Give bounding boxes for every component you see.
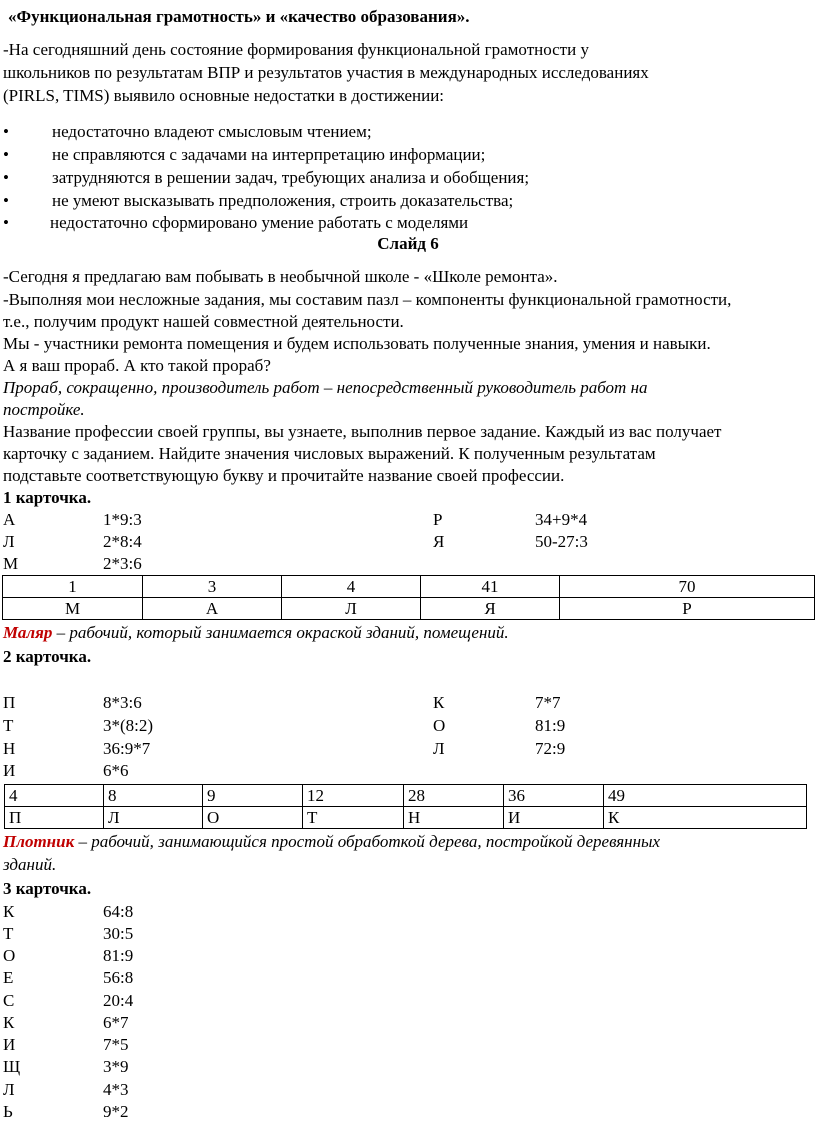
bullet-item: недостаточно сформировано умение работать с моделями xyxy=(50,213,469,232)
card1-heading: 1 карточка. xyxy=(3,488,92,507)
number-cell: 9 xyxy=(203,785,303,807)
expression: 6*7 xyxy=(103,1013,129,1032)
card3-row xyxy=(0,1079,300,1100)
document-title: «Функциональная грамотность» и «качество образования». xyxy=(8,7,470,26)
expression: 72:9 xyxy=(535,739,566,758)
letter-cell: М xyxy=(3,598,143,620)
letter: Е xyxy=(3,968,14,987)
expression: 9*2 xyxy=(103,1102,129,1121)
letter: К xyxy=(433,693,445,712)
expression: 8*3:6 xyxy=(103,693,142,712)
expression: 64:8 xyxy=(103,902,134,921)
card3-row xyxy=(0,1056,300,1077)
letter: Ь xyxy=(3,1102,13,1121)
number-cell: 41 xyxy=(421,576,560,598)
expression: 81:9 xyxy=(103,946,134,965)
number-cell: 8 xyxy=(104,785,203,807)
card2-row xyxy=(0,760,816,781)
number-cell: 49 xyxy=(604,785,807,807)
letter: О xyxy=(3,946,16,965)
bullet-item: затрудняются в решении задач, требующих анализа и обобщения; xyxy=(52,168,530,187)
bullet-marker: • xyxy=(3,191,9,210)
letter-cell: Т xyxy=(303,807,404,829)
body-line: -Выполняя мои несложные задания, мы составим пазл – компоненты функциональной грамотности, xyxy=(3,290,732,309)
bullet-item: недостаточно владеют смысловым чтением; xyxy=(52,122,372,141)
letter-cell: К xyxy=(604,807,807,829)
slide-label: Слайд 6 xyxy=(377,234,439,253)
number-cell: 4 xyxy=(282,576,421,598)
letter: Л xyxy=(3,532,15,551)
card2-row xyxy=(0,692,816,713)
body-line: т.е., получим продукт нашей совместной деятельности. xyxy=(3,312,404,331)
number-cell: 36 xyxy=(504,785,604,807)
expression: 3*(8:2) xyxy=(103,716,154,735)
card1-answer-table xyxy=(2,575,815,620)
intro-line: (PIRLS, TIMS) выявило основные недостатки в достижении: xyxy=(3,86,445,105)
letter-cell: О xyxy=(203,807,303,829)
card3-row xyxy=(0,923,300,944)
letter: Щ xyxy=(3,1057,21,1076)
letter: М xyxy=(3,554,19,573)
letter: И xyxy=(3,761,16,780)
card2-answer-table xyxy=(4,784,807,829)
expression: 3*9 xyxy=(103,1057,129,1076)
card2-heading: 2 карточка. xyxy=(3,647,92,666)
card3-row xyxy=(0,901,300,922)
expression: 20:4 xyxy=(103,991,134,1010)
letter-cell: П xyxy=(5,807,104,829)
expression: 30:5 xyxy=(103,924,134,943)
letter-cell: Р xyxy=(560,598,815,620)
letter: К xyxy=(3,902,15,921)
bullet-item: не умеют высказывать предположения, строить доказательства; xyxy=(52,191,514,210)
table-row xyxy=(3,598,815,620)
bullet-marker: • xyxy=(3,145,9,164)
letter: И xyxy=(3,1035,16,1054)
table-row xyxy=(3,576,815,598)
card3-row xyxy=(0,945,300,966)
card3-row xyxy=(0,1101,300,1122)
body-line: -Сегодня я предлагаю вам побывать в необычной школе - «Школе ремонта». xyxy=(3,267,558,286)
intro-line: школьников по результатам ВПР и результатов участия в международных исследованиях xyxy=(3,63,649,82)
bullet-marker: • xyxy=(3,168,9,187)
card1-row xyxy=(0,553,816,574)
letter: О xyxy=(433,716,446,735)
expression: 6*6 xyxy=(103,761,129,780)
letter-cell: А xyxy=(143,598,282,620)
letter-cell: И xyxy=(504,807,604,829)
expression: 36:9*7 xyxy=(103,739,151,758)
number-cell: 4 xyxy=(5,785,104,807)
letter: Л xyxy=(3,1080,15,1099)
intro-line: -На сегодняшний день состояние формирования функциональной грамотности у xyxy=(3,40,589,59)
expression: 7*5 xyxy=(103,1035,129,1054)
definition-line: Прораб, сокращенно, производитель работ – непосредственный руководитель работ на xyxy=(3,378,648,397)
number-cell: 12 xyxy=(303,785,404,807)
letter-cell: Л xyxy=(282,598,421,620)
task-line: Название профессии своей группы, вы узнаете, выполнив первое задание. Каждый из вас получает xyxy=(3,422,722,441)
table-row xyxy=(5,785,807,807)
answer-word: Плотник xyxy=(3,832,75,851)
letter: Л xyxy=(433,739,445,758)
number-cell: 70 xyxy=(560,576,815,598)
expression: 2*8:4 xyxy=(103,532,142,551)
number-cell: 1 xyxy=(3,576,143,598)
letter: С xyxy=(3,991,15,1010)
expression: 2*3:6 xyxy=(103,554,142,573)
expression: 4*3 xyxy=(103,1080,129,1099)
number-cell: 28 xyxy=(404,785,504,807)
card3-heading: 3 карточка. xyxy=(3,879,92,898)
expression: 7*7 xyxy=(535,693,561,712)
card1-row xyxy=(0,509,816,530)
task-line: карточку с заданием. Найдите значения числовых выражений. К полученным результатам xyxy=(3,444,656,463)
expression: 56:8 xyxy=(103,968,134,987)
body-line: А я ваш прораб. А кто такой прораб? xyxy=(3,356,271,375)
card3-row xyxy=(0,990,300,1011)
letter: А xyxy=(3,510,16,529)
expression: 34+9*4 xyxy=(535,510,588,529)
card1-answer xyxy=(3,622,509,643)
bullet-marker: • xyxy=(3,213,9,232)
task-line: подставьте соответствующую букву и прочитайте название своей профессии. xyxy=(3,466,565,485)
card2-answer-continued: зданий. xyxy=(3,855,57,874)
letter: Т xyxy=(3,924,14,943)
card2-row xyxy=(0,715,816,736)
letter-cell: Я xyxy=(421,598,560,620)
number-cell: 3 xyxy=(143,576,282,598)
letter: К xyxy=(3,1013,15,1032)
bullet-marker: • xyxy=(3,122,9,141)
card3-row xyxy=(0,1012,300,1033)
card3-row xyxy=(0,1034,300,1055)
expression: 50-27:3 xyxy=(535,532,588,551)
answer-word: Маляр xyxy=(3,623,53,642)
letter-cell: Л xyxy=(104,807,203,829)
card2-row xyxy=(0,738,816,759)
answer-definition: – рабочий, занимающийся простой обработкой дерева, постройкой деревянных xyxy=(74,832,661,851)
definition-line: постройке. xyxy=(3,400,85,419)
letter: Я xyxy=(433,532,445,551)
letter: Р xyxy=(433,510,443,529)
bullet-item: не справляются с задачами на интерпретацию информации; xyxy=(52,145,486,164)
expression: 81:9 xyxy=(535,716,566,735)
letter: Т xyxy=(3,716,14,735)
expression: 1*9:3 xyxy=(103,510,142,529)
letter: П xyxy=(3,693,16,712)
card2-answer xyxy=(3,831,660,852)
table-row xyxy=(5,807,807,829)
letter: Н xyxy=(3,739,16,758)
letter-cell: Н xyxy=(404,807,504,829)
answer-definition: – рабочий, который занимается окраской зданий, помещений. xyxy=(52,623,509,642)
body-line: Мы - участники ремонта помещения и будем использовать полученные знания, умения и навыки. xyxy=(3,334,711,353)
card3-row xyxy=(0,967,300,988)
card1-row xyxy=(0,531,816,552)
